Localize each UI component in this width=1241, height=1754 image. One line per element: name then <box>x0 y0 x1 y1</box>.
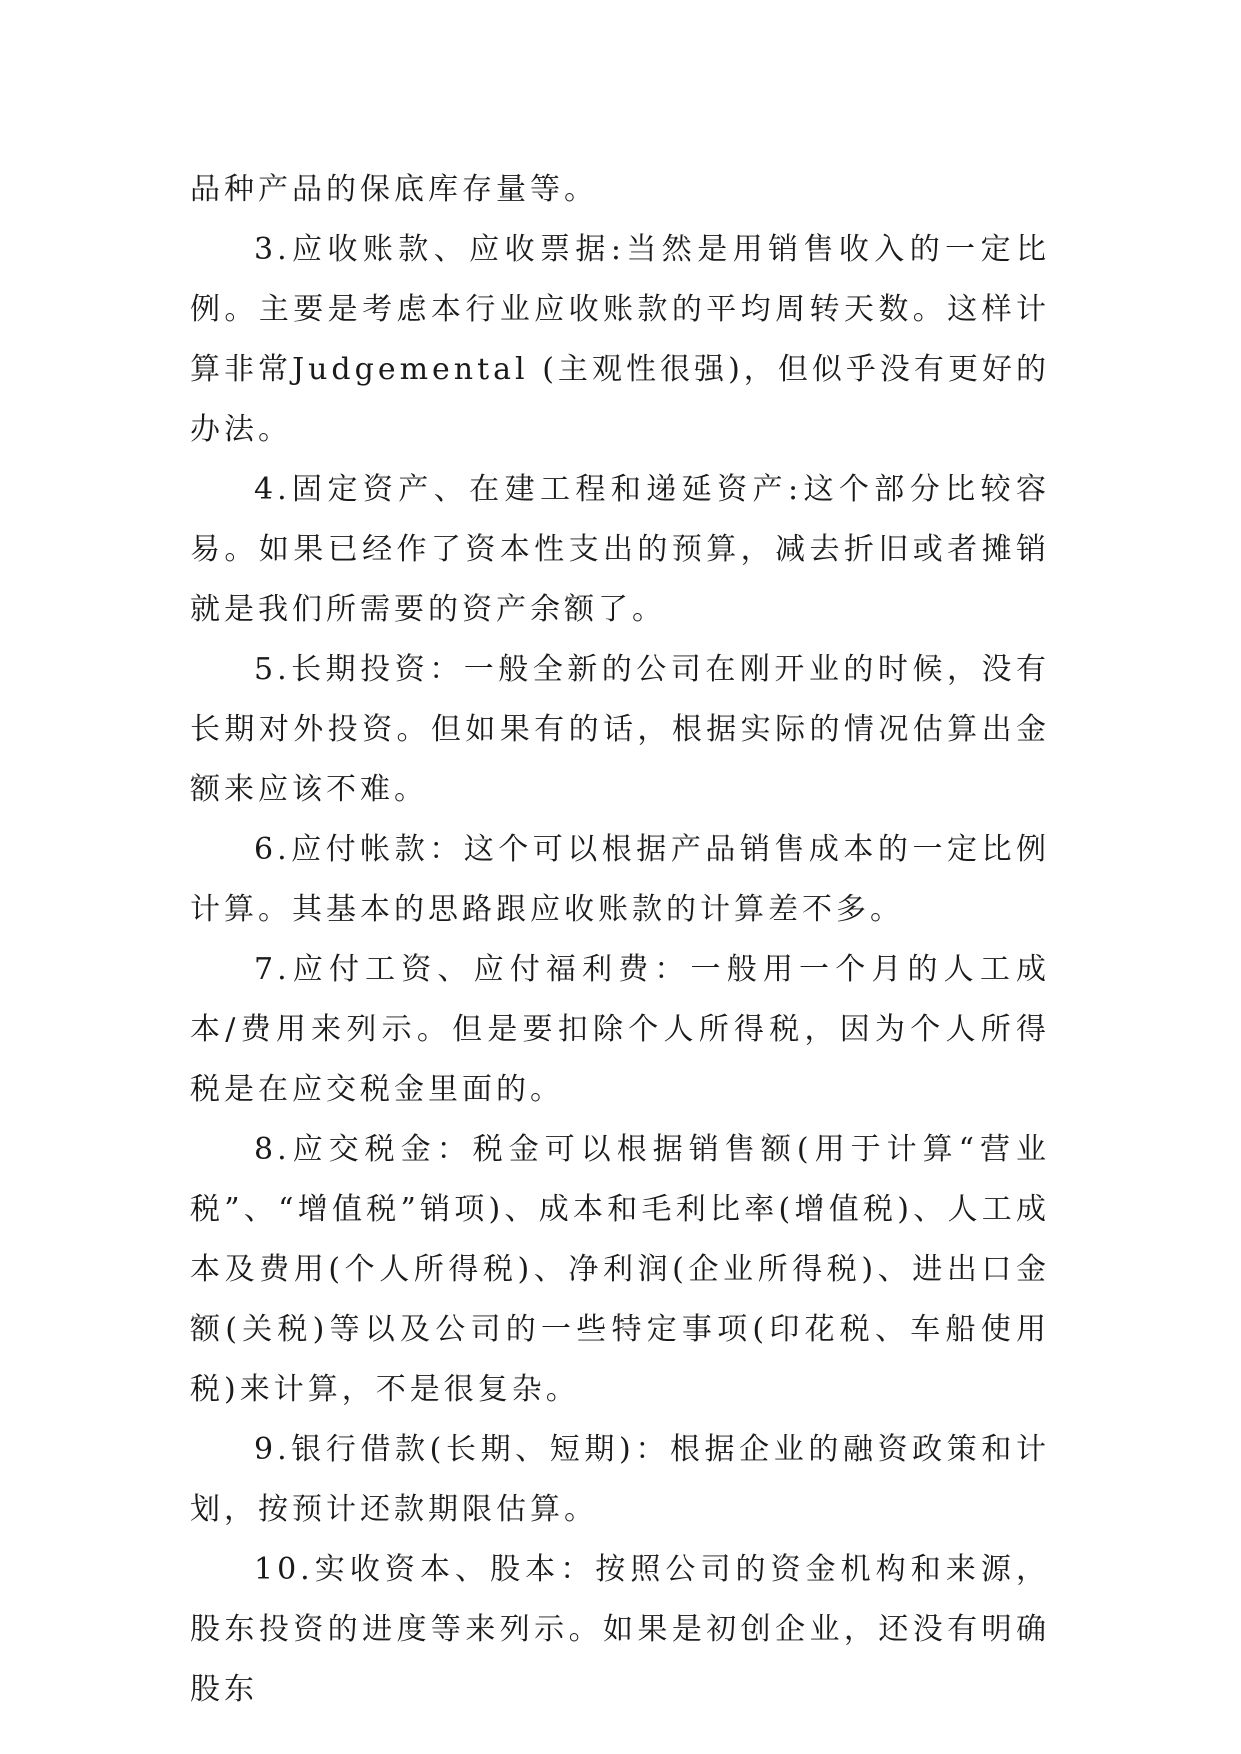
paragraph-wages-payable: 7.应付工资、应付福利费：一般用一个月的人工成本/费用来列示。但是要扣除个人所得税，因为个人所得税是在应交税金里面的。 <box>190 952 1050 1107</box>
document-body <box>190 160 1050 1720</box>
paragraph-continuation: 品种产品的保底库存量等。 <box>190 172 598 207</box>
paragraph-receivables: 3.应收账款、应收票据:当然是用销售收入的一定比例。主要是考虑本行业应收账款的平均周转天数。这样计算非常Judgemental (主观性很强)，但似乎没有更好的办法。 <box>190 232 1050 447</box>
paragraph-long-term-investment: 5.长期投资：一般全新的公司在刚开业的时候，没有长期对外投资。但如果有的话，根据实际的情况估算出金额来应该不难。 <box>190 652 1050 807</box>
paragraph-paid-in-capital: 10.实收资本、股本：按照公司的资金机构和来源，股东投资的进度等来列示。如果是初创企业，还没有明确股东 <box>190 1552 1050 1707</box>
paragraph-accounts-payable: 6.应付帐款：这个可以根据产品销售成本的一定比例计算。其基本的思路跟应收账款的计算差不多。 <box>190 832 1050 927</box>
paragraph-fixed-assets: 4.固定资产、在建工程和递延资产:这个部分比较容易。如果已经作了资本性支出的预算，减去折旧或者摊销就是我们所需要的资产余额了。 <box>190 472 1050 627</box>
paragraph-bank-loans: 9.银行借款(长期、短期)：根据企业的融资政策和计划，按预计还款期限估算。 <box>190 1432 1050 1527</box>
paragraph-taxes-payable: 8.应交税金：税金可以根据销售额(用于计算“营业税”、“增值税”销项)、成本和毛利比率(增值税)、人工成本及费用(个人所得税)、净利润(企业所得税)、进出口金额(关税)等以及公司的一些特定事项(印花税、车船使用税)来计算，不是很复杂。 <box>190 1132 1050 1407</box>
